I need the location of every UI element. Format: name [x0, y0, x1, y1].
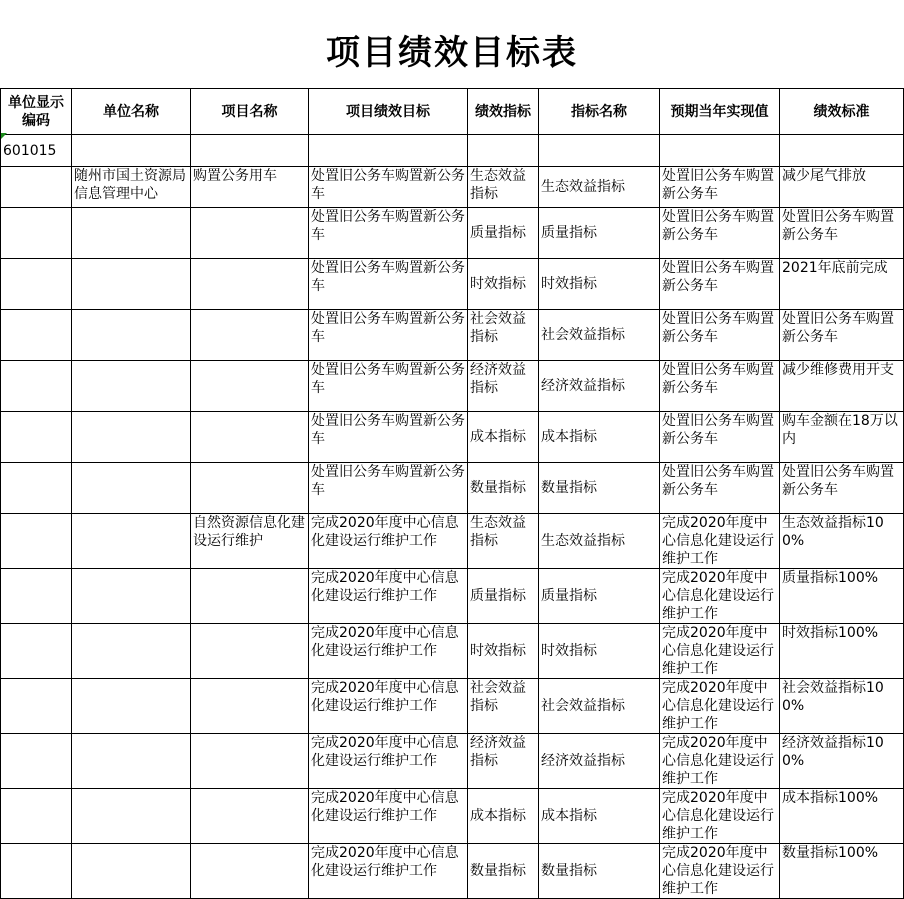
table-cell[interactable] — [191, 844, 309, 899]
table-cell[interactable] — [72, 463, 191, 514]
header-cell[interactable]: 项目名称 — [191, 89, 309, 135]
table-cell[interactable] — [191, 624, 309, 679]
table-cell[interactable]: 时效指标100% — [780, 624, 904, 679]
table-row — [1, 167, 904, 208]
unit-code-cell[interactable]: 601015 — [1, 135, 72, 167]
table-cell[interactable]: 时效指标 — [468, 259, 539, 310]
table-cell[interactable]: 减少尾气排放 — [780, 167, 904, 208]
table-cell[interactable]: 处置旧公务车购置新公务车 — [780, 463, 904, 514]
performance-table — [0, 88, 904, 899]
table-cell[interactable]: 经济效益指标100% — [780, 734, 904, 789]
table-cell[interactable]: 完成2020年度中心信息化建设运行维护工作 — [309, 734, 468, 789]
header-cell[interactable]: 绩效指标 — [468, 89, 539, 135]
table-cell[interactable]: 数量指标100% — [780, 844, 904, 899]
table-cell[interactable] — [539, 135, 660, 167]
table-cell[interactable] — [1, 259, 72, 310]
table-cell[interactable]: 处置旧公务车购置新公务车 — [660, 412, 780, 463]
table-cell[interactable] — [1, 734, 72, 789]
table-cell[interactable]: 生态效益指标 — [468, 514, 539, 569]
table-row — [1, 361, 904, 412]
table-cell[interactable]: 处置旧公务车购置新公务车 — [660, 167, 780, 208]
table-cell[interactable]: 质量指标100% — [780, 569, 904, 624]
table-cell[interactable]: 处置旧公务车购置新公务车 — [309, 167, 468, 208]
table-cell[interactable]: 成本指标100% — [780, 789, 904, 844]
table-cell[interactable]: 减少维修费用开支 — [780, 361, 904, 412]
table-cell[interactable]: 生态效益指标 — [468, 167, 539, 208]
table-row — [1, 734, 904, 789]
table-cell[interactable]: 质量指标 — [539, 569, 660, 624]
table-cell[interactable] — [72, 789, 191, 844]
table-cell[interactable]: 质量指标 — [539, 208, 660, 259]
table-cell[interactable] — [1, 167, 72, 208]
table-cell[interactable] — [72, 135, 191, 167]
table-cell[interactable]: 处置旧公务车购置新公务车 — [660, 310, 780, 361]
table-cell[interactable]: 购车金额在18万以内 — [780, 412, 904, 463]
table-cell[interactable] — [1, 789, 72, 844]
table-cell[interactable]: 处置旧公务车购置新公务车 — [309, 361, 468, 412]
table-row — [1, 844, 904, 899]
table-cell[interactable]: 数量指标 — [468, 463, 539, 514]
table-cell[interactable] — [191, 259, 309, 310]
table-cell[interactable]: 社会效益指标 — [468, 679, 539, 734]
table-cell[interactable]: 完成2020年度中心信息化建设运行维护工作 — [309, 789, 468, 844]
table-cell[interactable]: 社会效益指标 — [539, 679, 660, 734]
table-cell[interactable] — [191, 569, 309, 624]
table-cell[interactable] — [191, 412, 309, 463]
table-cell[interactable]: 完成2020年度中心信息化建设运行维护工作 — [309, 679, 468, 734]
table-cell[interactable]: 时效指标 — [539, 624, 660, 679]
page-title: 项目绩效目标表 — [326, 33, 578, 73]
table-cell[interactable]: 时效指标 — [539, 259, 660, 310]
table-cell[interactable] — [1, 412, 72, 463]
table-cell[interactable] — [1, 463, 72, 514]
table-cell[interactable]: 处置旧公务车购置新公务车 — [309, 310, 468, 361]
table-cell[interactable]: 处置旧公务车购置新公务车 — [660, 361, 780, 412]
table-cell[interactable] — [1, 514, 72, 569]
table-cell[interactable] — [309, 135, 468, 167]
unit-code-row — [1, 135, 904, 167]
table-cell[interactable]: 完成2020年度中心信息化建设运行维护工作 — [309, 569, 468, 624]
table-cell[interactable] — [72, 310, 191, 361]
table-cell[interactable] — [780, 135, 904, 167]
table-cell[interactable]: 生态效益指标100% — [780, 514, 904, 569]
table-cell[interactable] — [1, 208, 72, 259]
table-cell[interactable]: 时效指标 — [468, 624, 539, 679]
table-cell[interactable]: 购置公务用车 — [191, 167, 309, 208]
table-cell[interactable]: 经济效益指标 — [539, 361, 660, 412]
table-row — [1, 259, 904, 310]
table-row — [1, 310, 904, 361]
table-cell[interactable] — [72, 361, 191, 412]
table-cell[interactable] — [72, 412, 191, 463]
table-cell[interactable]: 社会效益指标100% — [780, 679, 904, 734]
table-cell[interactable]: 质量指标 — [468, 569, 539, 624]
table-cell[interactable]: 数量指标 — [539, 463, 660, 514]
table-cell[interactable]: 数量指标 — [468, 844, 539, 899]
table-cell[interactable]: 数量指标 — [539, 844, 660, 899]
header-cell[interactable]: 预期当年实现值 — [660, 89, 780, 135]
table-cell[interactable]: 随州市国土资源局信息管理中心 — [72, 167, 191, 208]
header-cell[interactable]: 单位名称 — [72, 89, 191, 135]
table-cell[interactable] — [468, 135, 539, 167]
table-cell[interactable]: 完成2020年度中心信息化建设运行维护工作 — [309, 844, 468, 899]
table-cell[interactable] — [191, 463, 309, 514]
table-cell[interactable]: 完成2020年度中心信息化建设运行维护工作 — [660, 789, 780, 844]
table-cell[interactable]: 成本指标 — [468, 789, 539, 844]
table-cell[interactable]: 经济效益指标 — [539, 734, 660, 789]
table-cell[interactable] — [191, 734, 309, 789]
table-cell[interactable]: 生态效益指标 — [539, 514, 660, 569]
table-cell[interactable]: 处置旧公务车购置新公务车 — [660, 259, 780, 310]
table-cell[interactable]: 完成2020年度中心信息化建设运行维护工作 — [660, 844, 780, 899]
table-cell[interactable] — [1, 679, 72, 734]
table-row — [1, 569, 904, 624]
table-row — [1, 208, 904, 259]
table-cell[interactable]: 经济效益指标 — [468, 361, 539, 412]
table-cell[interactable] — [1, 310, 72, 361]
table-cell[interactable]: 处置旧公务车购置新公务车 — [309, 259, 468, 310]
table-cell[interactable]: 质量指标 — [468, 208, 539, 259]
table-cell[interactable]: 完成2020年度中心信息化建设运行维护工作 — [660, 624, 780, 679]
table-cell[interactable] — [191, 361, 309, 412]
table-cell[interactable] — [191, 789, 309, 844]
table-row — [1, 789, 904, 844]
table-cell[interactable]: 完成2020年度中心信息化建设运行维护工作 — [660, 514, 780, 569]
table-cell[interactable] — [72, 844, 191, 899]
table-cell[interactable]: 完成2020年度中心信息化建设运行维护工作 — [660, 569, 780, 624]
header-cell[interactable]: 单位显示编码 — [1, 89, 72, 135]
table-cell[interactable]: 2021年底前完成 — [780, 259, 904, 310]
table-cell[interactable]: 生态效益指标 — [539, 167, 660, 208]
table-cell[interactable]: 处置旧公务车购置新公务车 — [309, 208, 468, 259]
table-cell[interactable] — [191, 679, 309, 734]
table-cell[interactable]: 经济效益指标 — [468, 734, 539, 789]
table-cell[interactable]: 成本指标 — [539, 789, 660, 844]
table-cell[interactable] — [1, 624, 72, 679]
table-cell[interactable]: 完成2020年度中心信息化建设运行维护工作 — [660, 734, 780, 789]
header-row — [1, 89, 904, 135]
header-cell[interactable]: 指标名称 — [539, 89, 660, 135]
table-row — [1, 679, 904, 734]
table-cell[interactable]: 完成2020年度中心信息化建设运行维护工作 — [309, 514, 468, 569]
table-cell[interactable] — [1, 569, 72, 624]
table-cell[interactable]: 处置旧公务车购置新公务车 — [780, 310, 904, 361]
table-cell[interactable] — [72, 679, 191, 734]
table-cell[interactable]: 社会效益指标 — [539, 310, 660, 361]
table-cell[interactable] — [72, 734, 191, 789]
table-cell[interactable]: 成本指标 — [468, 412, 539, 463]
table-cell[interactable] — [1, 844, 72, 899]
table-cell[interactable]: 完成2020年度中心信息化建设运行维护工作 — [660, 679, 780, 734]
table-row — [1, 514, 904, 569]
table-cell[interactable]: 处置旧公务车购置新公务车 — [780, 208, 904, 259]
table-cell[interactable] — [660, 135, 780, 167]
table-cell[interactable]: 处置旧公务车购置新公务车 — [309, 412, 468, 463]
table-cell[interactable] — [72, 208, 191, 259]
cell-comment-marker — [1, 133, 7, 139]
table-cell[interactable] — [191, 135, 309, 167]
table-cell[interactable]: 成本指标 — [539, 412, 660, 463]
table-cell[interactable] — [191, 310, 309, 361]
header-cell[interactable]: 绩效标准 — [780, 89, 904, 135]
table-cell[interactable]: 完成2020年度中心信息化建设运行维护工作 — [309, 624, 468, 679]
table-row — [1, 412, 904, 463]
header-cell[interactable]: 项目绩效目标 — [309, 89, 468, 135]
table-cell[interactable] — [1, 361, 72, 412]
table-row — [1, 463, 904, 514]
table-cell[interactable] — [191, 208, 309, 259]
table-cell[interactable]: 处置旧公务车购置新公务车 — [309, 463, 468, 514]
table-cell[interactable]: 处置旧公务车购置新公务车 — [660, 463, 780, 514]
table-cell[interactable]: 自然资源信息化建设运行维护 — [191, 514, 309, 569]
table-cell[interactable] — [72, 624, 191, 679]
table-cell[interactable]: 处置旧公务车购置新公务车 — [660, 208, 780, 259]
table-cell[interactable]: 社会效益指标 — [468, 310, 539, 361]
table-cell[interactable] — [72, 259, 191, 310]
table-row — [1, 624, 904, 679]
table-cell[interactable] — [72, 514, 191, 569]
table-cell[interactable] — [72, 569, 191, 624]
